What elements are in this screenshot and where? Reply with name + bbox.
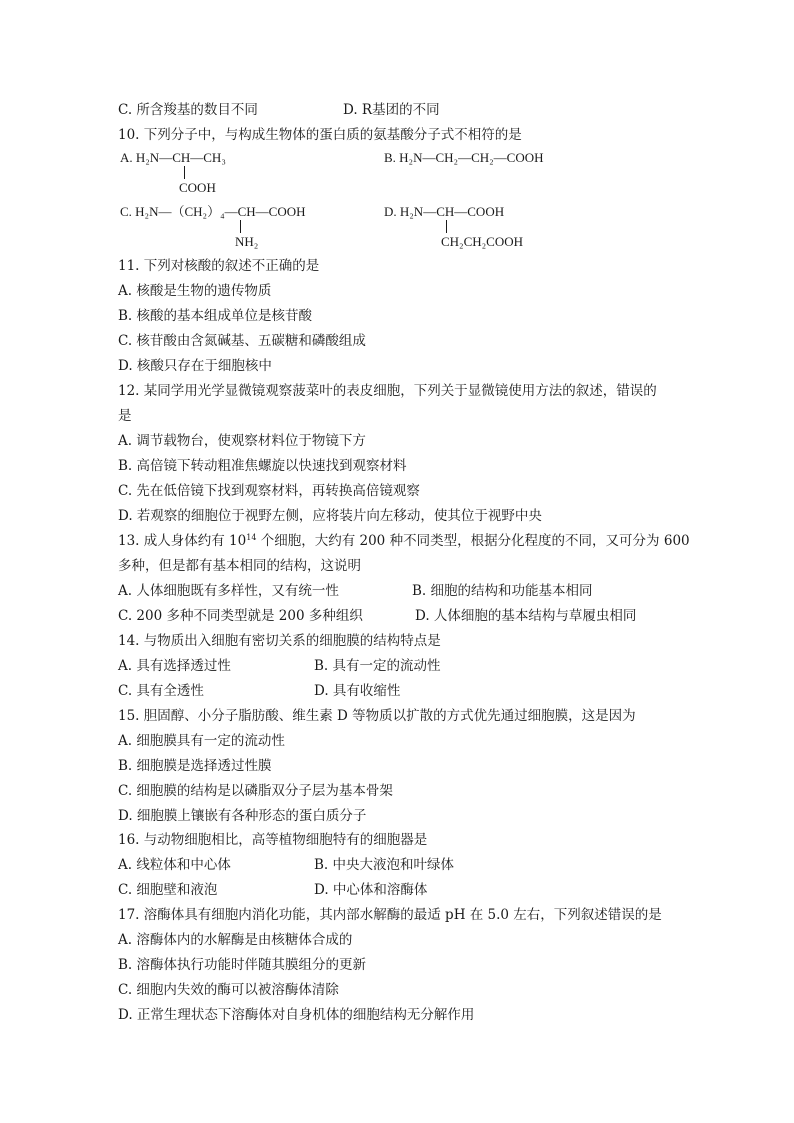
q10-option-d-bond [446, 220, 447, 233]
q12-stem: 12. 某同学用光学显微镜观察菠菜叶的表皮细胞，下列关于显微镜使用方法的叙述，错误的 [118, 383, 657, 399]
q11-stem: 11. 下列对核酸的叙述不正确的是 [118, 258, 320, 274]
q13-stem: 13. 成人身体约有 $10^{14}$ 个细胞，大约有 200 种不同类型，根据分化程度的不同，又可分为 600 [118, 533, 690, 549]
q15-option-c: C. 细胞膜的结构是以磷脂双分子层为基本骨架 [118, 783, 393, 799]
q15-stem: 15. 胆固醇、小分子脂肪酸、维生素 D 等物质以扩散的方式优先通过细胞膜，这是因为 [118, 708, 636, 724]
q10-option-c-formula: C. H₂N—（CH₂）₄—CH—COOH [120, 204, 306, 219]
q9-option-d: D. R基团的不同 [343, 102, 440, 118]
q14-stem: 14. 与物质出入细胞有密切关系的细胞膜的结构特点是 [118, 633, 441, 649]
q10-option-a-bond [184, 166, 185, 179]
q12-option-a: A. 调节载物台，使观察材料位于物镜下方 [118, 433, 366, 449]
q16-option-b: B. 中央大液泡和叶绿体 [314, 857, 455, 873]
q13-stem-cont: 多种，但是都有基本相同的结构，这说明 [118, 558, 361, 574]
q12-option-c: C. 先在低倍镜下找到观察材料，再转换高倍镜观察 [118, 483, 420, 499]
q11-option-b: B. 核酸的基本组成单位是核苷酸 [118, 308, 313, 324]
q10-option-a-sidechain: COOH [179, 180, 216, 195]
q16-option-a: A. 线粒体和中心体 [118, 857, 231, 873]
q15-option-b: B. 细胞膜是选择透过性膜 [118, 758, 272, 774]
q17-option-c: C. 细胞内失效的酶可以被溶酶体清除 [118, 982, 339, 998]
q11-option-d: D. 核酸只存在于细胞核中 [118, 358, 272, 374]
q9-option-c: C. 所含羧基的数目不同 [118, 102, 258, 118]
q14-option-b: B. 具有一定的流动性 [314, 658, 441, 674]
q13-option-c: C. 200 多种不同类型就是 200 多种组织 [118, 608, 363, 624]
q10-option-c-sidechain: NH₂ [235, 234, 259, 249]
q10-option-d-formula: D. H₂N—CH—COOH [384, 204, 505, 219]
q10-option-a-formula: A. H₂N—CH—CH₃ [120, 150, 226, 165]
q15-option-d: D. 细胞膜上镶嵌有各种形态的蛋白质分子 [118, 808, 367, 824]
q16-option-d: D. 中心体和溶酶体 [314, 882, 428, 898]
q10-option-b-formula: B. H₂N—CH₂—CH₂—COOH [384, 150, 544, 165]
q11-option-c: C. 核苷酸由含氮碱基、五碳糖和磷酸组成 [118, 333, 366, 349]
q16-option-c: C. 细胞壁和液泡 [118, 882, 218, 898]
q13-option-b: B. 细胞的结构和功能基本相同 [412, 583, 593, 599]
q14-option-d: D. 具有收缩性 [314, 683, 401, 699]
q12-option-b: B. 高倍镜下转动粗准焦螺旋以快速找到观察材料 [118, 458, 407, 474]
q17-option-a: A. 溶酶体内的水解酶是由核糖体合成的 [118, 932, 353, 948]
q12-stem-cont: 是 [118, 408, 132, 424]
q17-option-b: B. 溶酶体执行功能时伴随其膜组分的更新 [118, 957, 367, 973]
q15-option-a: A. 细胞膜具有一定的流动性 [118, 733, 285, 749]
q13-option-a: A. 人体细胞既有多样性，又有统一性 [118, 583, 339, 599]
q14-option-c: C. 具有全透性 [118, 683, 204, 699]
q17-stem: 17. 溶酶体具有细胞内消化功能，其内部水解酶的最适 pH 在 5.0 左右，下列叙述错误的是 [118, 907, 662, 923]
q11-option-a: A. 核酸是生物的遗传物质 [118, 283, 272, 299]
q14-option-a: A. 具有选择透过性 [118, 658, 231, 674]
q12-option-d: D. 若观察的细胞位于视野左侧，应将装片向左移动，使其位于视野中央 [118, 508, 542, 524]
q17-option-d: D. 正常生理状态下溶酶体对自身机体的细胞结构无分解作用 [118, 1007, 475, 1023]
q10-stem: 10. 下列分子中，与构成生物体的蛋白质的氨基酸分子式不相符的是 [118, 127, 522, 143]
q13-option-d: D. 人体细胞的基本结构与草履虫相同 [415, 608, 637, 624]
q10-option-c-bond [240, 220, 241, 233]
q16-stem: 16. 与动物细胞相比，高等植物细胞特有的细胞器是 [118, 832, 428, 848]
q10-option-d-sidechain: CH₂CH₂COOH [441, 234, 524, 249]
